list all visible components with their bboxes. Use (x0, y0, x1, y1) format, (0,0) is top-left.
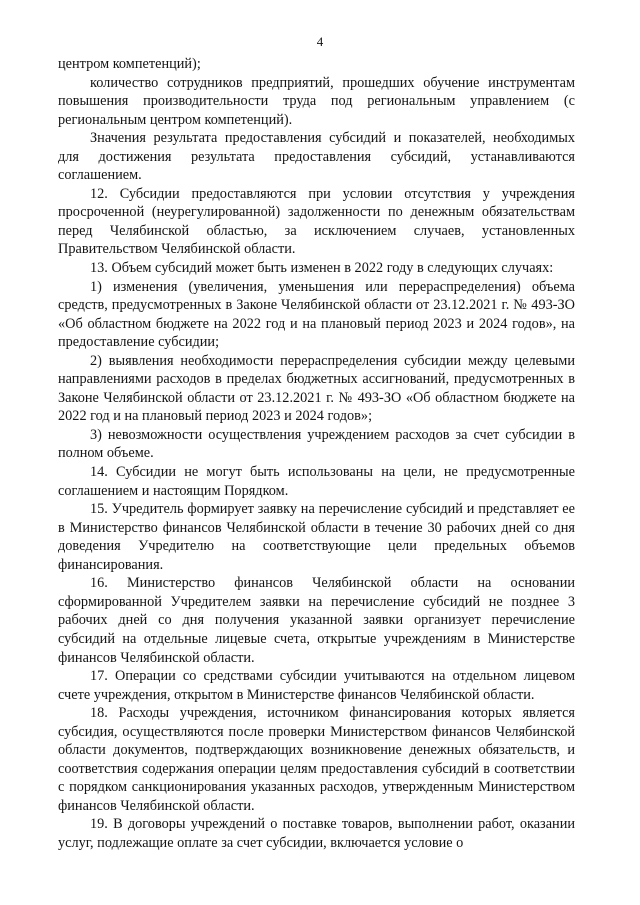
page-number: 4 (316, 34, 324, 49)
paragraph-item-12: 12. Субсидии предоставляются при условии отсутствия у учреждения просроченной (неурегулированной) задолженности по денежным обязательствам перед Челябинской областью, за исключением случаев, установленных Правительством Челябинской области. (58, 185, 575, 258)
paragraph-continuation: центром компетенций); (58, 56, 201, 72)
paragraph-item-15: 15. Учредитель формирует заявку на перечисление субсидий и представляет ее в Министерство финансов Челябинской области в течение 30 рабочих дней со дня доведения Учредителю на соответствующие цели предельных объемов финансирования. (58, 501, 575, 573)
paragraph: Значения результата предоставления субсидий и показателей, необходимых для достижения результата предоставления субсидий, устанавливаются соглашением. (58, 130, 575, 184)
paragraph-item-19: 19. В договоры учреждений о поставке товаров, выполнении работ, оказании услуг, подлежащие оплате за счет субсидии, включается условие о (58, 816, 575, 851)
paragraph-item-14: 14. Субсидии не могут быть использованы на цели, не предусмотренные соглашением и настоящим Порядком. (58, 464, 575, 499)
paragraph-subitem-1: 1) изменения (увеличения, уменьшения или перераспределения) объема средств, предусмотренных в Законе Челябинской области от 23.12.2021 г. № 493-ЗО «Об областном бюджете на 2022 год и на плановый период 2023 и 2024 годов», на предоставление субсидии; (58, 278, 575, 351)
paragraph-item-13: 13. Объем субсидий может быть изменен в 2022 году в следующих случаях: (90, 260, 554, 277)
paragraph-item-17: 17. Операции со средствами субсидии учитываются на отдельном лицевом счете учреждения, открытом в Министерстве финансов Челябинской области. (58, 668, 575, 703)
paragraph-item-16: 16. Министерство финансов Челябинской области на основании сформированной Учредителем заявки на перечисление субсидий не позднее 3 рабочих дней со дня получения указанной заявки организует перечисление субсидий на отдельные лицевые счета, открытые учреждениям в Министерстве финансов Челябинской области. (58, 575, 575, 666)
paragraph-subitem-3: 3) невозможности осуществления учреждением расходов за счет субсидии в полном объеме. (58, 426, 575, 462)
paragraph-subitem-2: 2) выявления необходимости перераспределения субсидии между целевыми направлениями расходов в пределах бюджетных ассигнований, предусмотренных в Законе Челябинской области от 23.12.2021 г. № 493-ЗО «Об областном бюджете на 2022 год и на плановый период 2023 и 2024 годов»; (58, 352, 575, 425)
paragraph-item-18: 18. Расходы учреждения, источником финансирования которых является субсидия, осуществляются после проверки Министерством финансов Челябинской области документов, подтверждающих возникновение денежных обязательств, и соответствия содержания операции целям предоставления субсидий в соответствии с порядком санкционирования указанных расходов, утвержденным Министерством финансов Челябинской области. (58, 705, 575, 814)
paragraph: количество сотрудников предприятий, прошедших обучение инструментам повышения производительности труда под региональным управлением (с региональным центром компетенций). (58, 74, 575, 128)
document-body (58, 55, 575, 853)
